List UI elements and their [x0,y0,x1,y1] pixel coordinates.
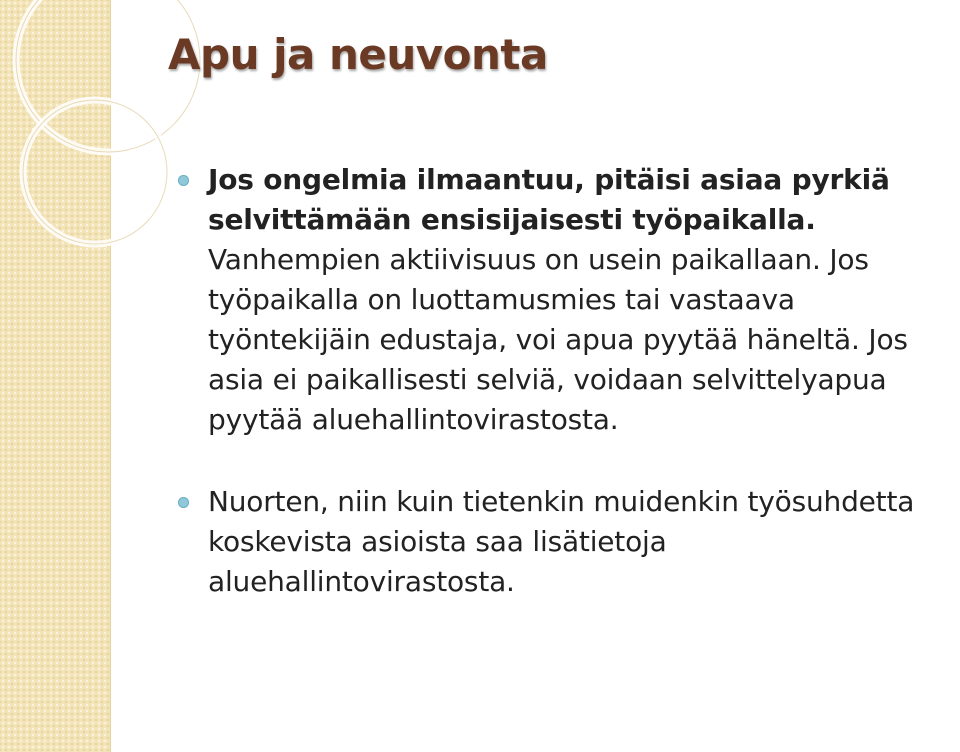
bullet-item-2 [178,482,958,602]
bullet-dot-icon [178,497,189,508]
decorative-side-strip [0,0,111,752]
bullet-1-text: Vanhempien aktiivisuus on usein paikallaan. Jos työpaikalla on luottamusmies tai vastaava työntekijäin edustaja, voi apua pyytää häneltä. Jos asia ei paikallisesti selviä, voidaan selvittelyapua pyytää aluehallintovirastosta. [208,243,908,436]
slide-title: Apu ja neuvonta [168,30,548,79]
bullet-item-1 [178,160,958,440]
bullet-list [178,160,958,602]
bullet-1-bold-text: Jos ongelmia ilmaantuu, pitäisi asiaa pyrkiä selvittämään ensisijaisesti työpaikalla. [208,163,890,236]
bullet-dot-icon [178,175,189,186]
bullet-2-text: Nuorten, niin kuin tietenkin muidenkin työsuhdetta koskevista asioista saa lisätietoja aluehallintovirastosta. [208,485,915,598]
